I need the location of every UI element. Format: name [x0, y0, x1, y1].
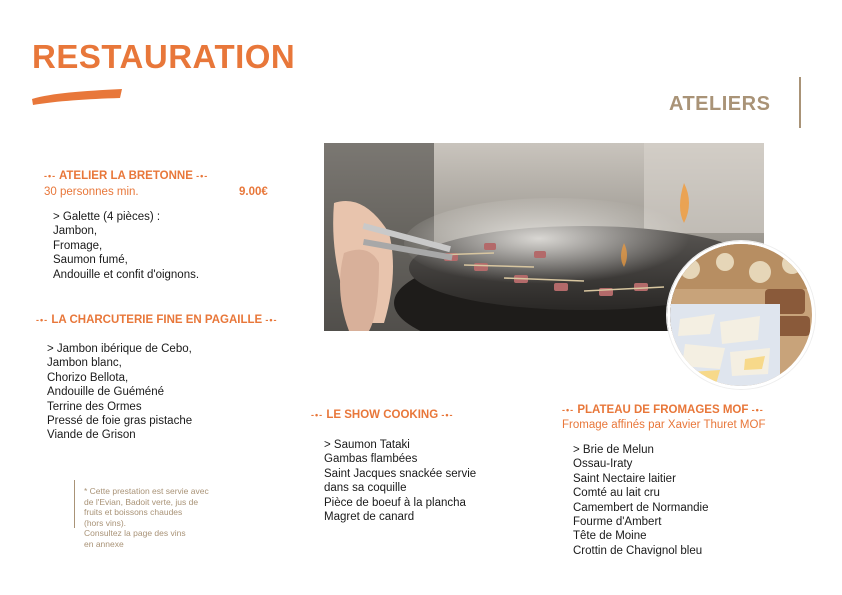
- section-heading: ATELIERS: [669, 93, 771, 115]
- list-item: Jambon blanc,: [47, 357, 122, 370]
- service-note: [84, 486, 249, 550]
- note-line: * Cette prestation est servie avec: [84, 486, 209, 496]
- dots-right-icon: -•-: [441, 410, 454, 420]
- bretonne-subtitle: 30 personnes min.: [44, 186, 139, 198]
- charcuterie-title-text: LA CHARCUTERIE FINE EN PAGAILLE: [51, 314, 263, 326]
- dots-right-icon: -•-: [265, 315, 278, 325]
- list-item: Jambon,: [53, 225, 98, 238]
- list-item: Pressé de foie gras pistache: [47, 415, 193, 428]
- bretonne-title: [44, 170, 208, 182]
- dots-right-icon: -•-: [751, 405, 764, 415]
- bretonne-list: [53, 210, 199, 282]
- note-divider: [74, 480, 75, 528]
- list-item: Magret de canard: [324, 511, 415, 524]
- fromages-title-text: PLATEAU DE FROMAGES MOF: [577, 404, 749, 416]
- list-item: Crottin de Chavignol bleu: [573, 544, 703, 557]
- list-item: > Saumon Tataki: [324, 439, 410, 451]
- list-item: > Brie de Melun: [573, 444, 654, 456]
- cheese-photo: [667, 241, 815, 389]
- dots-left-icon: -•-: [311, 410, 324, 420]
- heading-divider: [799, 77, 801, 128]
- list-item: Chorizo Bellota,: [47, 371, 129, 384]
- list-item: Tête de Moine: [573, 530, 647, 543]
- list-item: Camembert de Normandie: [573, 501, 709, 514]
- note-line: (hors vins).: [84, 517, 127, 528]
- fromages-subtitle: Fromage affinés par Xavier Thuret MOF: [562, 419, 766, 431]
- dots-left-icon: -•-: [44, 171, 57, 181]
- list-item: Andouille de Guéméné: [47, 386, 164, 399]
- note-line: Consultez la page des vins: [84, 528, 186, 539]
- list-item: Saint Jacques snackée servie: [324, 467, 477, 480]
- fromages-list: [573, 443, 709, 558]
- charcuterie-title: [36, 314, 278, 326]
- dots-left-icon: -•-: [36, 315, 49, 325]
- list-item: Andouille et confit d'oignons.: [53, 268, 200, 281]
- charcuterie-list: [47, 342, 192, 443]
- list-item: Fourme d'Ambert: [573, 516, 662, 529]
- note-line: fruits et boissons chaudes: [84, 507, 183, 518]
- showcooking-title-text: LE SHOW COOKING: [326, 409, 439, 421]
- note-line: en annexe: [84, 538, 124, 549]
- fromages-title: [562, 404, 764, 416]
- list-item: Comté au lait cru: [573, 487, 660, 500]
- list-item: Terrine des Ormes: [47, 400, 142, 413]
- bretonne-price: 9.00€: [239, 186, 268, 198]
- brush-stroke-decoration: [32, 87, 122, 105]
- list-item: Viande de Grison: [47, 429, 136, 442]
- bretonne-title-text: ATELIER LA BRETONNE: [58, 170, 193, 182]
- page-title: RESTAURATION: [32, 38, 296, 75]
- list-item: > Jambon ibérique de Cebo,: [47, 343, 192, 355]
- showcooking-list: [324, 438, 476, 524]
- list-item: Fromage,: [53, 239, 103, 252]
- list-item: Saumon fumé,: [53, 254, 128, 267]
- dots-left-icon: -•-: [562, 405, 575, 415]
- list-item: Ossau-Iraty: [573, 458, 633, 471]
- note-line: de l'Evian, Badoit verte, jus de: [84, 496, 199, 507]
- dots-right-icon: -•-: [196, 171, 209, 181]
- showcooking-title: [311, 409, 454, 421]
- list-item: dans sa coquille: [324, 482, 407, 495]
- list-item: > Galette (4 pièces) :: [53, 211, 161, 223]
- list-item: Gambas flambées: [324, 453, 418, 466]
- list-item: Saint Nectaire laitier: [573, 472, 676, 485]
- list-item: Pièce de boeuf à la plancha: [324, 496, 466, 509]
